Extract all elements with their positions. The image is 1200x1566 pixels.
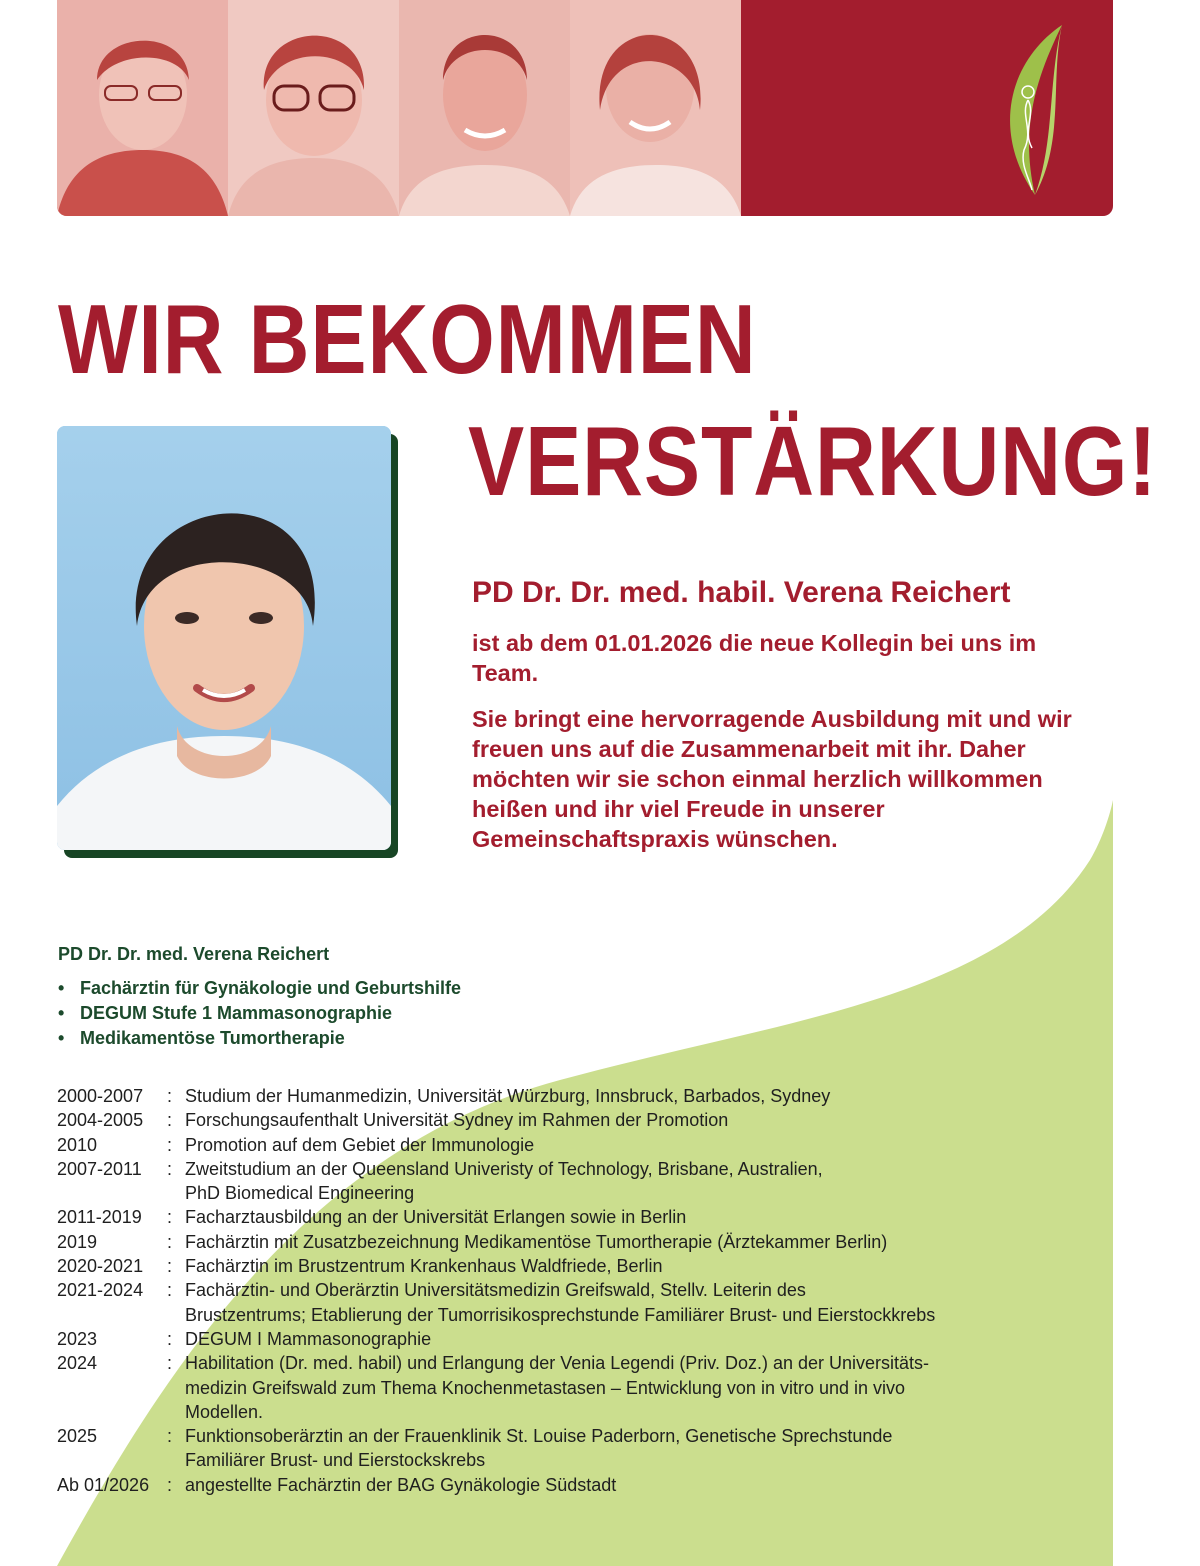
cv-line: DEGUM I Mammasonographie — [185, 1328, 432, 1349]
cv-line: Fachärztin im Brustzentrum Krankenhaus Waldfriede, Berlin — [185, 1256, 663, 1277]
cv-description — [185, 1278, 1057, 1327]
portrait-photo — [57, 426, 391, 850]
headline-line-2: VERSTÄRKUNG! — [468, 406, 1158, 516]
cv-description — [185, 1084, 1057, 1108]
cv-separator: : — [167, 1256, 173, 1277]
cv-line: Modellen. — [185, 1401, 264, 1422]
cv-row — [57, 1157, 1057, 1206]
cv-list — [57, 1084, 1057, 1497]
cv-line: Studium der Humanmedizin, Universität Würzburg, Innsbruck, Barbados, Sydney — [185, 1086, 831, 1106]
cv-description — [185, 1473, 1057, 1497]
team-portrait-3 — [399, 0, 570, 216]
cv-row — [57, 1205, 1057, 1229]
cv-separator: : — [167, 1158, 173, 1179]
cv-row — [57, 1254, 1057, 1278]
cv-separator: : — [167, 1134, 173, 1155]
cv-year: 2010 — [57, 1134, 98, 1155]
profile-name: PD Dr. Dr. med. Verena Reichert — [58, 944, 330, 964]
team-portrait-2 — [228, 0, 399, 216]
cv-line: Familiärer Brust- und Eierstockskrebs — [185, 1450, 486, 1471]
cv-row — [57, 1473, 1057, 1497]
qualifications-list — [58, 976, 461, 1051]
cv-year: 2007-2011 — [57, 1158, 142, 1179]
cv-description — [185, 1351, 1057, 1424]
cv-row — [57, 1108, 1057, 1132]
cv-description — [185, 1205, 1057, 1229]
headline-line-1: WIR BEKOMMEN — [58, 284, 757, 394]
cv-line: angestellte Fachärztin der BAG Gynäkologie Südstadt — [185, 1474, 617, 1495]
cv-year: 2021-2024 — [57, 1280, 144, 1301]
cv-line: Habilitation (Dr. med. habil) und Erlangung der Venia Legendi (Priv. Doz.) an der Universitäts- — [185, 1353, 930, 1374]
intro-paragraph-2: Sie bringt eine hervorragende Ausbildung mit und wir freuen uns auf die Zusammenarbeit mit ihr. Daher möchten wir sie schon einmal herzlich willkommen heißen und ihr viel Freude in unserer Gemeinschaftspraxis wünschen. — [472, 706, 1072, 852]
cv-year: 2020-2021 — [57, 1256, 144, 1277]
header-banner — [57, 0, 1113, 216]
cv-line: Zweitstudium an der Queensland Univeristy of Technology, Brisbane, Australien, — [185, 1158, 823, 1179]
cv-row — [57, 1278, 1057, 1327]
leaf-woman-logo-icon — [990, 20, 1070, 200]
cv-description — [185, 1254, 1057, 1278]
cv-line: Fachärztin mit Zusatzbezeichnung Medikamentöse Tumortherapie (Ärztekammer Berlin) — [185, 1231, 888, 1252]
cv-row — [57, 1133, 1057, 1157]
cv-separator: : — [167, 1110, 173, 1131]
cv-row — [57, 1424, 1057, 1473]
cv-description — [185, 1327, 1057, 1351]
cv-separator: : — [167, 1231, 173, 1252]
cv-line: Facharztausbildung an der Universität Erlangen sowie in Berlin — [185, 1207, 687, 1228]
cv-separator: : — [167, 1353, 173, 1374]
cv-line: Brustzentrums; Etablierung der Tumorrisikosprechstunde Familiärer Brust- und Eierstockkrebs — [185, 1304, 936, 1325]
cv-row — [57, 1230, 1057, 1254]
cv-year: 2019 — [57, 1231, 98, 1252]
cv-line: medizin Greifswald zum Thema Knochenmetastasen – Entwicklung von in vitro und in vivo — [185, 1377, 906, 1398]
cv-line: Funktionsoberärztin an der Frauenklinik St. Louise Paderborn, Genetische Sprechstunde — [185, 1426, 893, 1447]
cv-separator: : — [167, 1474, 173, 1495]
cv-description — [185, 1108, 1057, 1132]
qualification-item: • DEGUM Stufe 1 Mammasonographie — [58, 1003, 393, 1023]
cv-row — [57, 1327, 1057, 1351]
cv-year: 2011-2019 — [57, 1207, 142, 1228]
cv-line: PhD Biomedical Engineering — [185, 1183, 415, 1204]
cv-separator: : — [167, 1426, 173, 1447]
cv-year: 2004-2005 — [57, 1110, 144, 1131]
intro-paragraph-1: ist ab dem 01.01.2026 die neue Kollegin bei uns im Team. — [472, 630, 1037, 686]
intro-name: PD Dr. Dr. med. habil. Verena Reichert — [472, 576, 1011, 609]
cv-row — [57, 1351, 1057, 1424]
cv-line: Forschungsaufenthalt Universität Sydney im Rahmen der Promotion — [185, 1110, 729, 1131]
cv-description — [185, 1133, 1057, 1157]
cv-year: 2024 — [57, 1353, 98, 1374]
cv-row — [57, 1084, 1057, 1108]
cv-line: Promotion auf dem Gebiet der Immunologie — [185, 1134, 535, 1155]
team-portrait-1 — [57, 0, 228, 216]
cv-description — [185, 1424, 1057, 1473]
cv-description — [185, 1157, 1057, 1206]
cv-separator: : — [167, 1207, 173, 1228]
cv-year: 2025 — [57, 1426, 98, 1447]
cv-separator: : — [167, 1086, 173, 1106]
cv-year: Ab 01/2026 — [57, 1474, 150, 1495]
cv-line: Fachärztin- und Oberärztin Universitätsmedizin Greifswald, Stellv. Leiterin des — [185, 1280, 806, 1301]
cv-description — [185, 1230, 1057, 1254]
team-portrait-4 — [570, 0, 741, 216]
cv-year: 2023 — [57, 1328, 98, 1349]
qualification-item: • Medikamentöse Tumortherapie — [58, 1028, 345, 1048]
cv-separator: : — [167, 1328, 173, 1349]
qualification-item: • Fachärztin für Gynäkologie und Geburtshilfe — [58, 978, 462, 998]
cv-separator: : — [167, 1280, 173, 1301]
cv-year: 2000-2007 — [57, 1086, 144, 1106]
